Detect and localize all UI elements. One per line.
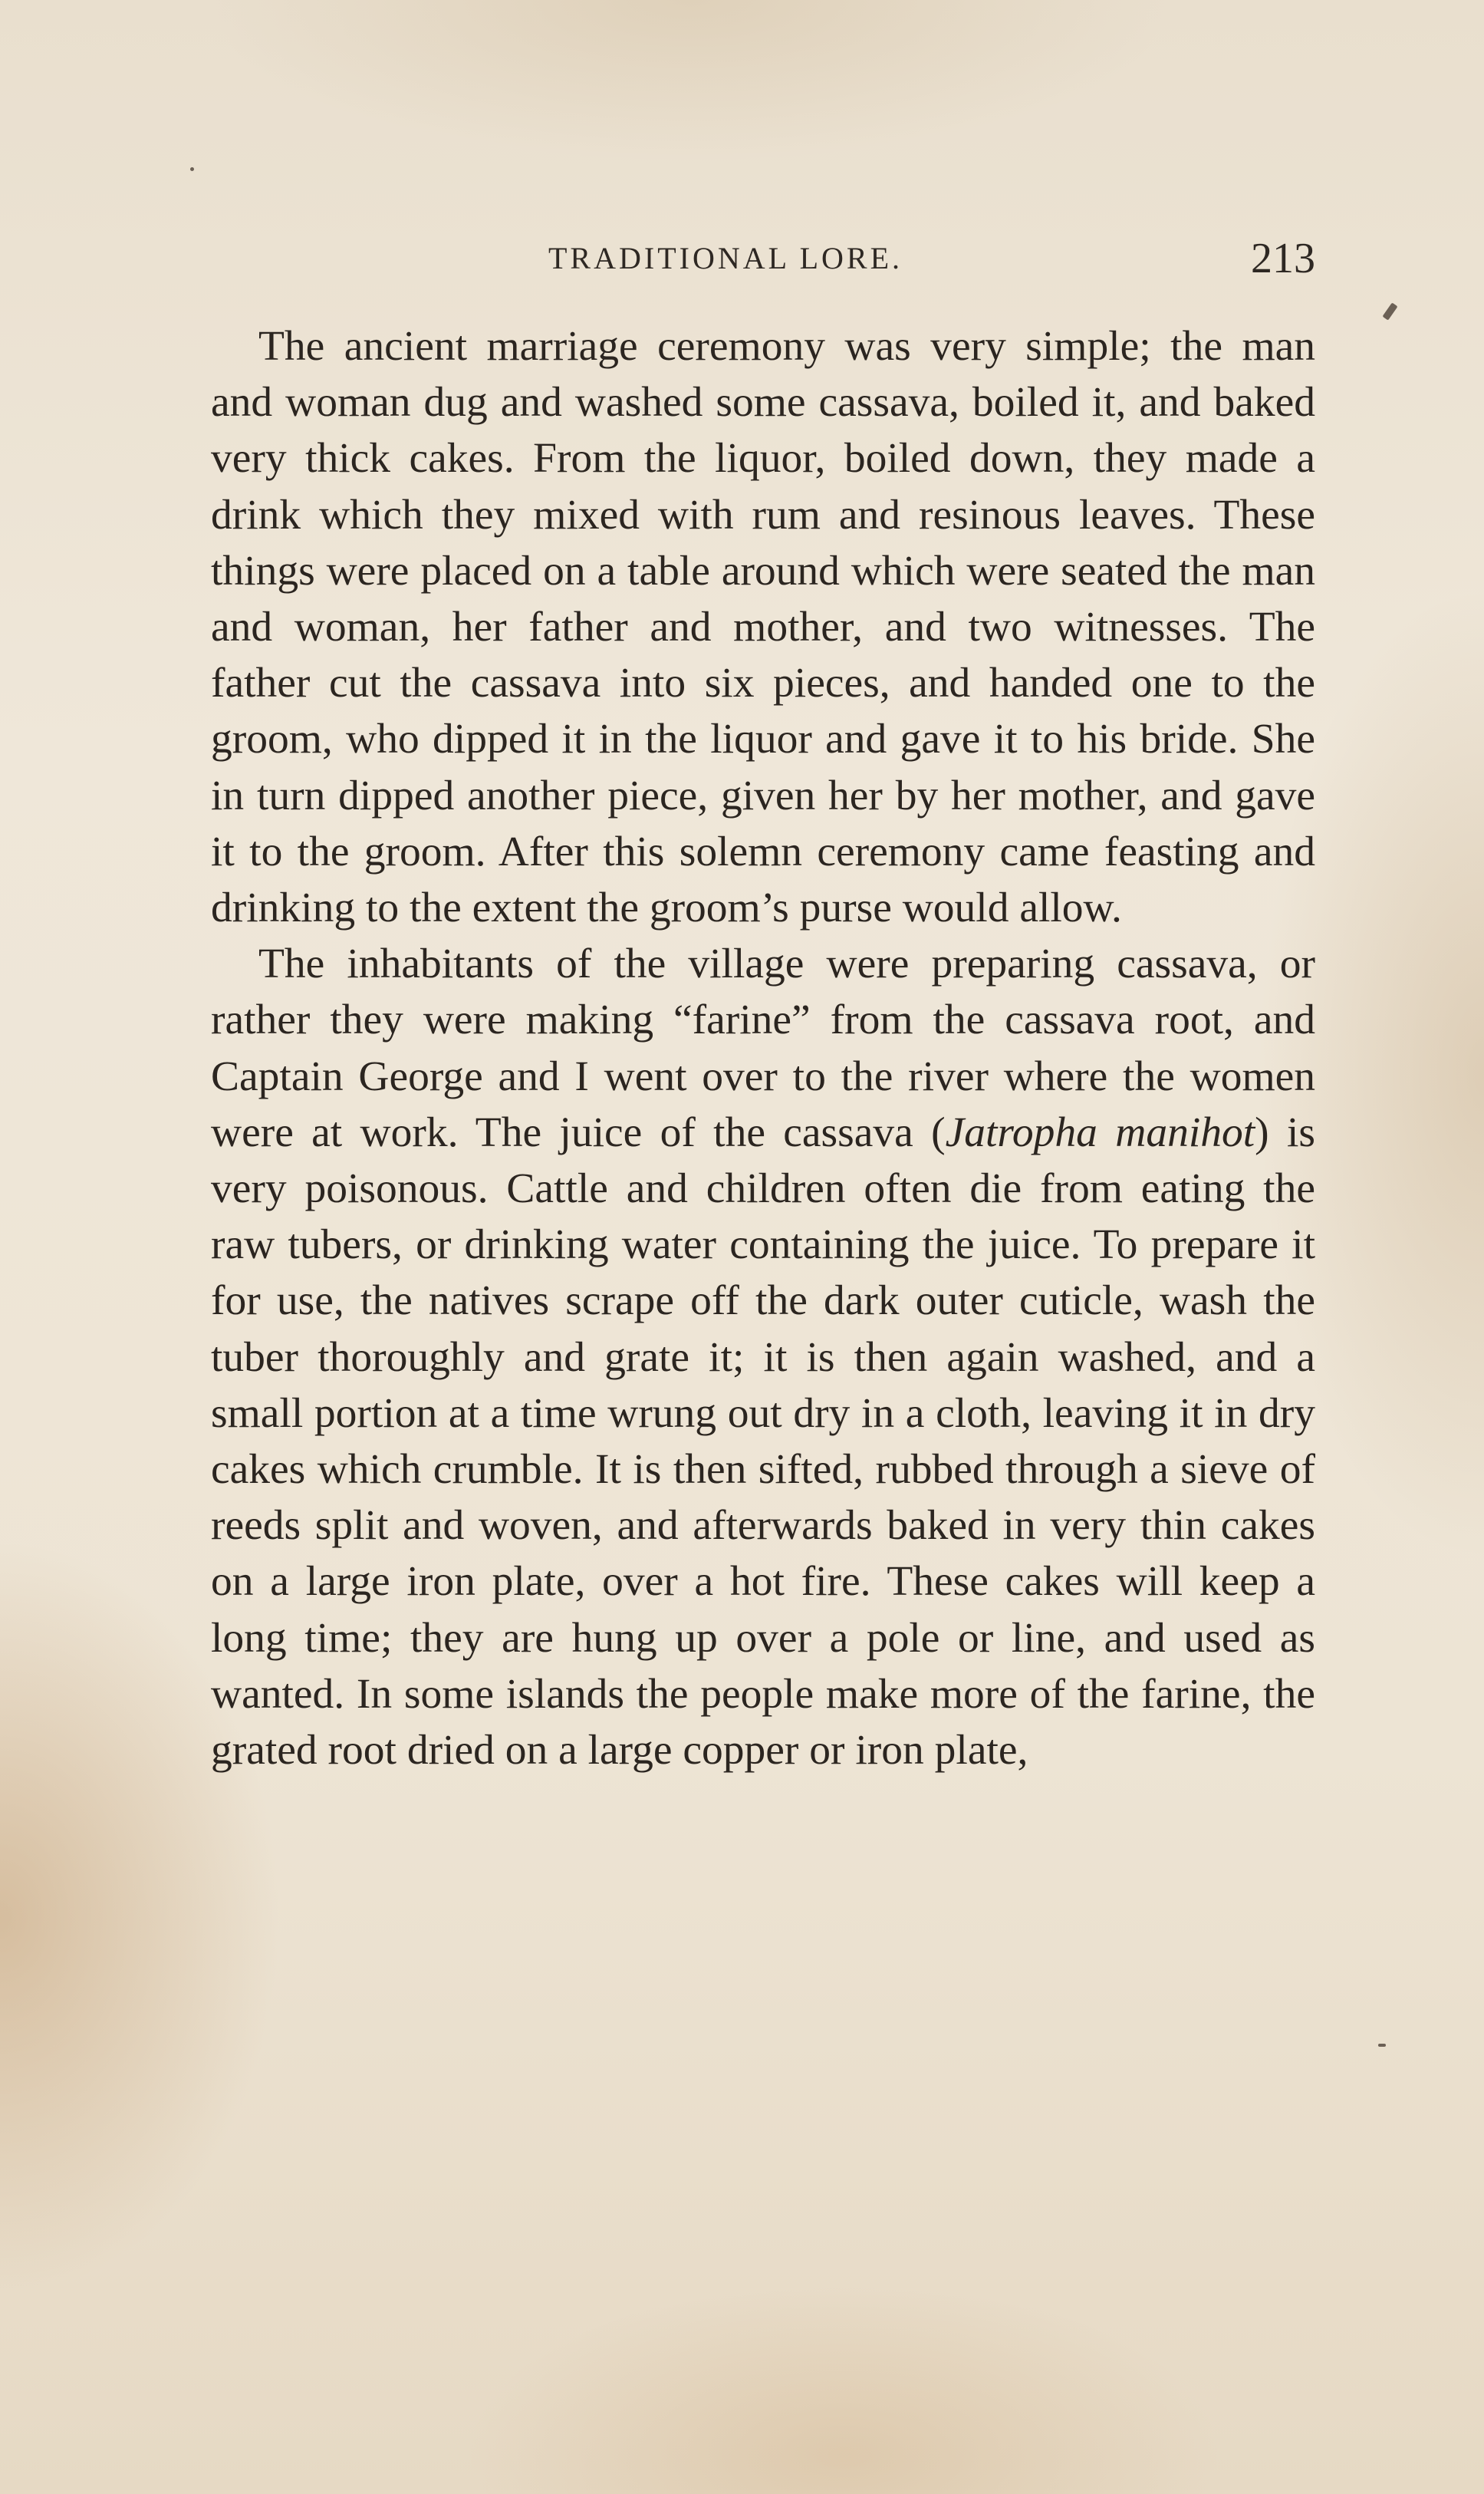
ink-dash <box>1378 2044 1386 2047</box>
paragraph-text-end: ) is very poisonous. Cattle and children often die from eating the raw tubers, or drinking water containing the juice. To prepare it for use, the natives scrape off the dark outer cuticle, wash the tuber thoroughly and grate it; it is then again washed, and a small portion at a time wrung out dry in a cloth, leaving it in dry cakes which crumble. It is then sifted, rubbed through a sieve of reeds split and woven, and afterwards baked in very thin cakes on a large iron plate, over a hot fire. These cakes will keep a long time; they are hung up over a pole or line, and used as wanted. In some islands the people make more of the farine, the grated root dried on a large copper or iron plate, <box>211 1109 1315 1774</box>
paragraph-marriage-ceremony: The ancient marriage ceremony was very simple; the man and woman dug and washed some cassava, boiled it, and baked very thick cakes. From the liquor, boiled down, they made a drink which they mixed with rum and resinous leaves. These things were placed on a table around which were seated the man and woman, her father and mother, and two witnesses. The father cut the cassava into six pieces, and handed one to the groom, who dipped it in the liquor and gave it to his bride. She in turn dipped another piece, given her by her mother, and gave it to the groom. After this solemn ceremony came feasting and drinking to the extent the groom’s purse would allow. <box>211 323 1315 932</box>
page-number: 213 <box>1251 235 1315 282</box>
ink-dot <box>190 167 194 171</box>
running-head <box>211 234 1315 288</box>
running-head-title: TRADITIONAL LORE. <box>548 241 903 275</box>
paragraph-cassava-preparation <box>211 936 1315 1778</box>
body-text <box>211 318 1315 1778</box>
ink-speck <box>1383 302 1398 320</box>
botanical-name: Jatropha manihot <box>945 1109 1255 1156</box>
paragraph-text-start: The inhabitants of the village were preparing cassava, or rather they were making “farine” from the cassava root, and Captain George and I went over to the river where the women were at work. The juice of the cassava ( <box>211 941 1315 1156</box>
